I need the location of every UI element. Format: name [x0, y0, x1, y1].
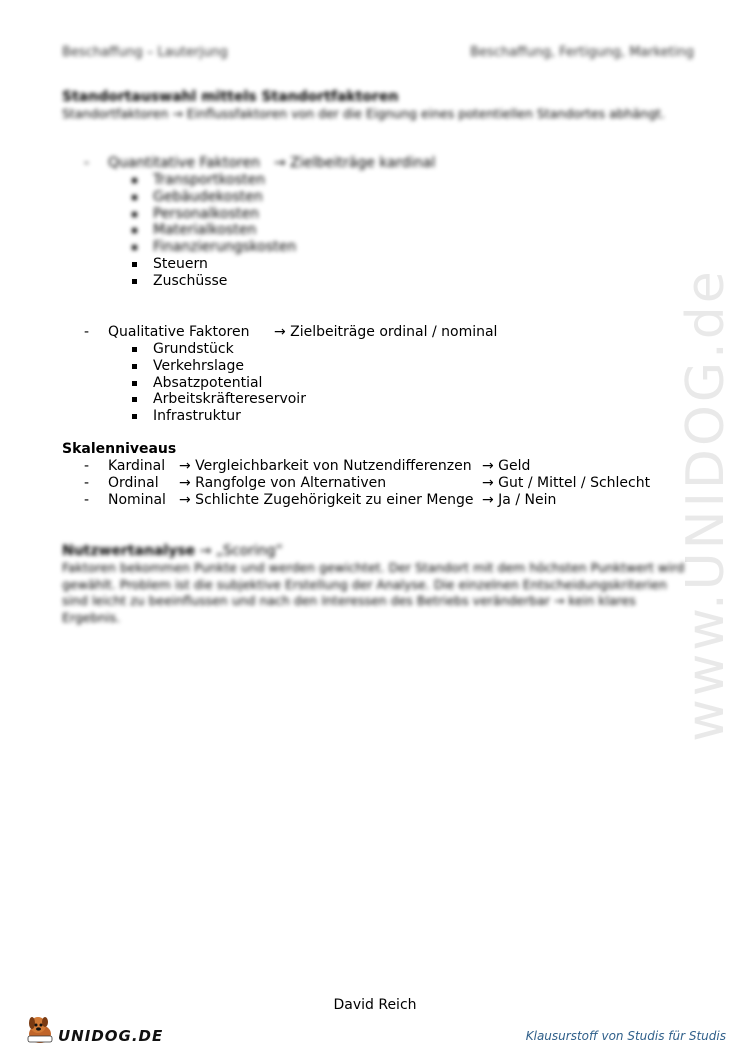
list-item: Verkehrslage: [130, 358, 306, 375]
list-item: Finanzierungskosten: [130, 239, 296, 256]
qualitative-list: [130, 341, 306, 425]
tagline: Klausurstoff von Studis für Studis: [525, 1029, 726, 1043]
scale-name: Ordinal: [108, 475, 159, 491]
header-right: Beschaffung, Fertigung, Marketing: [470, 45, 694, 60]
list-item: Grundstück: [130, 341, 306, 358]
scale-example: → Geld: [482, 458, 531, 474]
list-item: Materialkosten: [130, 222, 296, 239]
list-item: Arbeitskräftereservoir: [130, 391, 306, 408]
list-item: Personalkosten: [130, 206, 296, 223]
nutzwert-title: Nutzwertanalyse: [62, 543, 196, 559]
nutzwert-title-suffix: → „Scoring“: [195, 543, 283, 559]
dog-mascot-icon: [24, 1014, 56, 1046]
logo-text: UNIDOG.DE: [58, 1027, 164, 1045]
list-item: Transportkosten: [130, 172, 296, 189]
qualitative-label: Qualitative Faktoren: [108, 324, 250, 340]
scale-example: → Ja / Nein: [482, 492, 557, 508]
watermark: www.UNIDOG.de: [676, 268, 736, 742]
scale-desc: → Vergleichbarkeit von Nutzendifferenzen: [179, 458, 472, 474]
header-left: Beschaffung – Lauterjung: [62, 45, 228, 60]
quantitative-label: Quantitative Faktoren: [108, 155, 260, 171]
quantitative-arrow: → Zielbeiträge kardinal: [274, 155, 436, 171]
list-item: Gebäudekosten: [130, 189, 296, 206]
standort-title: Standortauswahl mittels Standortfaktoren: [62, 89, 399, 105]
list-item: Absatzpotential: [130, 375, 306, 392]
unidog-logo: [22, 1010, 162, 1050]
list-item: Infrastruktur: [130, 408, 306, 425]
author-name: David Reich: [333, 997, 417, 1013]
list-item: Steuern: [130, 256, 296, 273]
list-item: Zuschüsse: [130, 273, 296, 290]
quantitative-list: [130, 172, 296, 290]
scale-name: Kardinal: [108, 458, 166, 474]
scale-name: Nominal: [108, 492, 166, 508]
qualitative-arrow: → Zielbeiträge ordinal / nominal: [274, 324, 498, 340]
nutzwert-text: Faktoren bekommen Punkte und werden gewichtet. Der Standort mit dem höchsten Punktwert wird gewählt. Problem ist die subjektive Erstellung der Analyse. Die einzelnen Entscheidungskriterien sind leicht zu beeinflussen und nach den Interessen des Betriebs veränderbar → kein klares Ergebnis.: [62, 560, 685, 626]
scale-desc: → Rangfolge von Alternativen: [179, 475, 387, 491]
standort-intro: Standortfaktoren → Einflussfaktoren von der die Eignung eines potentiellen Standortes abhängt.: [62, 106, 666, 121]
skalen-title: Skalenniveaus: [62, 441, 177, 457]
nutzwert-heading: [62, 543, 283, 559]
scale-desc: → Schlichte Zugehörigkeit zu einer Menge: [179, 492, 474, 508]
scale-example: → Gut / Mittel / Schlecht: [482, 475, 651, 491]
